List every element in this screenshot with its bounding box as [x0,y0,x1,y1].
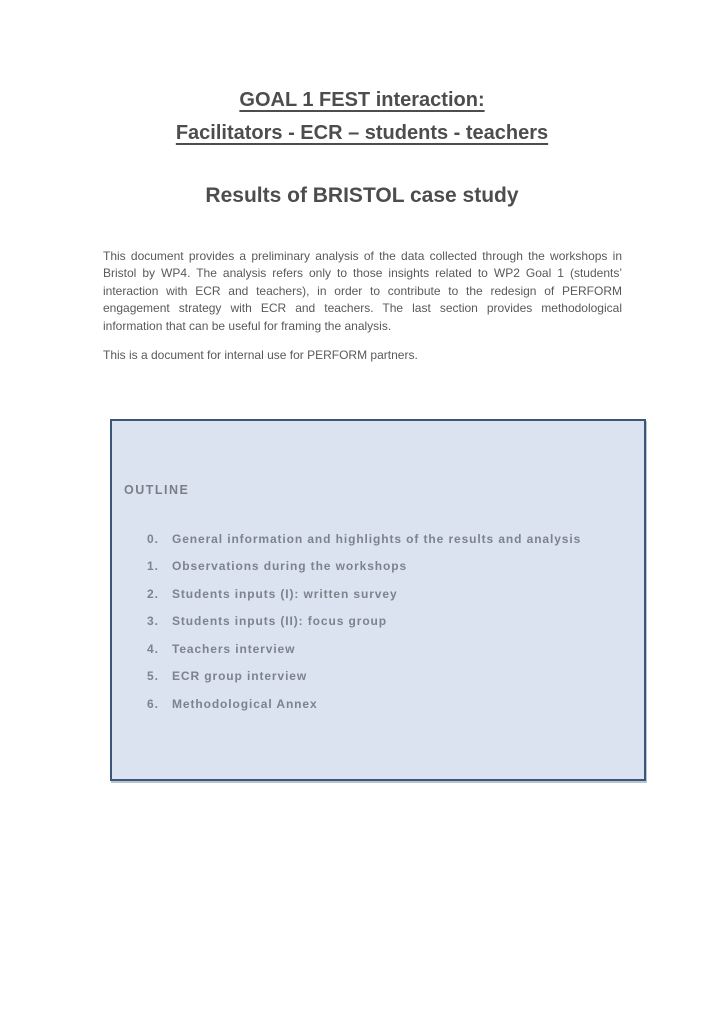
document-subtitle: Results of BRISTOL case study [205,184,519,207]
outline-item-label: Students inputs (II): focus group [172,614,388,629]
outline-item-label: General information and highlights of the results and analysis [172,531,582,546]
outline-item-1 [147,553,630,581]
outline-item-label: Methodological Annex [172,696,318,711]
outline-item-number: 3. [147,614,159,629]
outline-item-number: 0. [147,531,159,546]
outline-item-number: 2. [147,586,159,601]
outline-item-number: 4. [147,641,159,656]
outline-item-label: ECR group interview [172,669,308,684]
outline-item-4 [147,635,630,663]
outline-item-number: 5. [147,669,159,684]
outline-item-5 [147,663,630,691]
outline-item-label: Observations during the workshops [172,559,408,574]
outline-item-6 [147,690,630,718]
outline-list [147,525,630,718]
outline-heading: OUTLINE [124,483,190,497]
outline-item-0 [147,525,630,553]
outline-item-3 [147,608,630,636]
title-line-2: Facilitators - ECR – students - teachers [175,122,549,144]
document-title [0,84,724,150]
outline-item-label: Teachers interview [172,641,296,656]
outline-item-number: 6. [147,696,159,711]
internal-use-note: This is a document for internal use for PERFORM partners. [103,348,418,362]
outline-item-2 [147,580,630,608]
outline-item-label: Students inputs (I): written survey [172,586,398,601]
title-line-1: GOAL 1 FEST interaction: [239,89,485,111]
outline-box [110,419,646,781]
intro-paragraph: This document provides a preliminary analysis of the data collected through the workshops in Bristol by WP4. The analysis refers only to those insights related to WP2 Goal 1 (students’ interaction with ECR and teachers), in order to contribute to the redesign of PERFORM engagement strategy with ECR and teachers. The last section provides methodological information that can be useful for framing the analysis. [103,249,622,333]
outline-item-number: 1. [147,559,159,574]
